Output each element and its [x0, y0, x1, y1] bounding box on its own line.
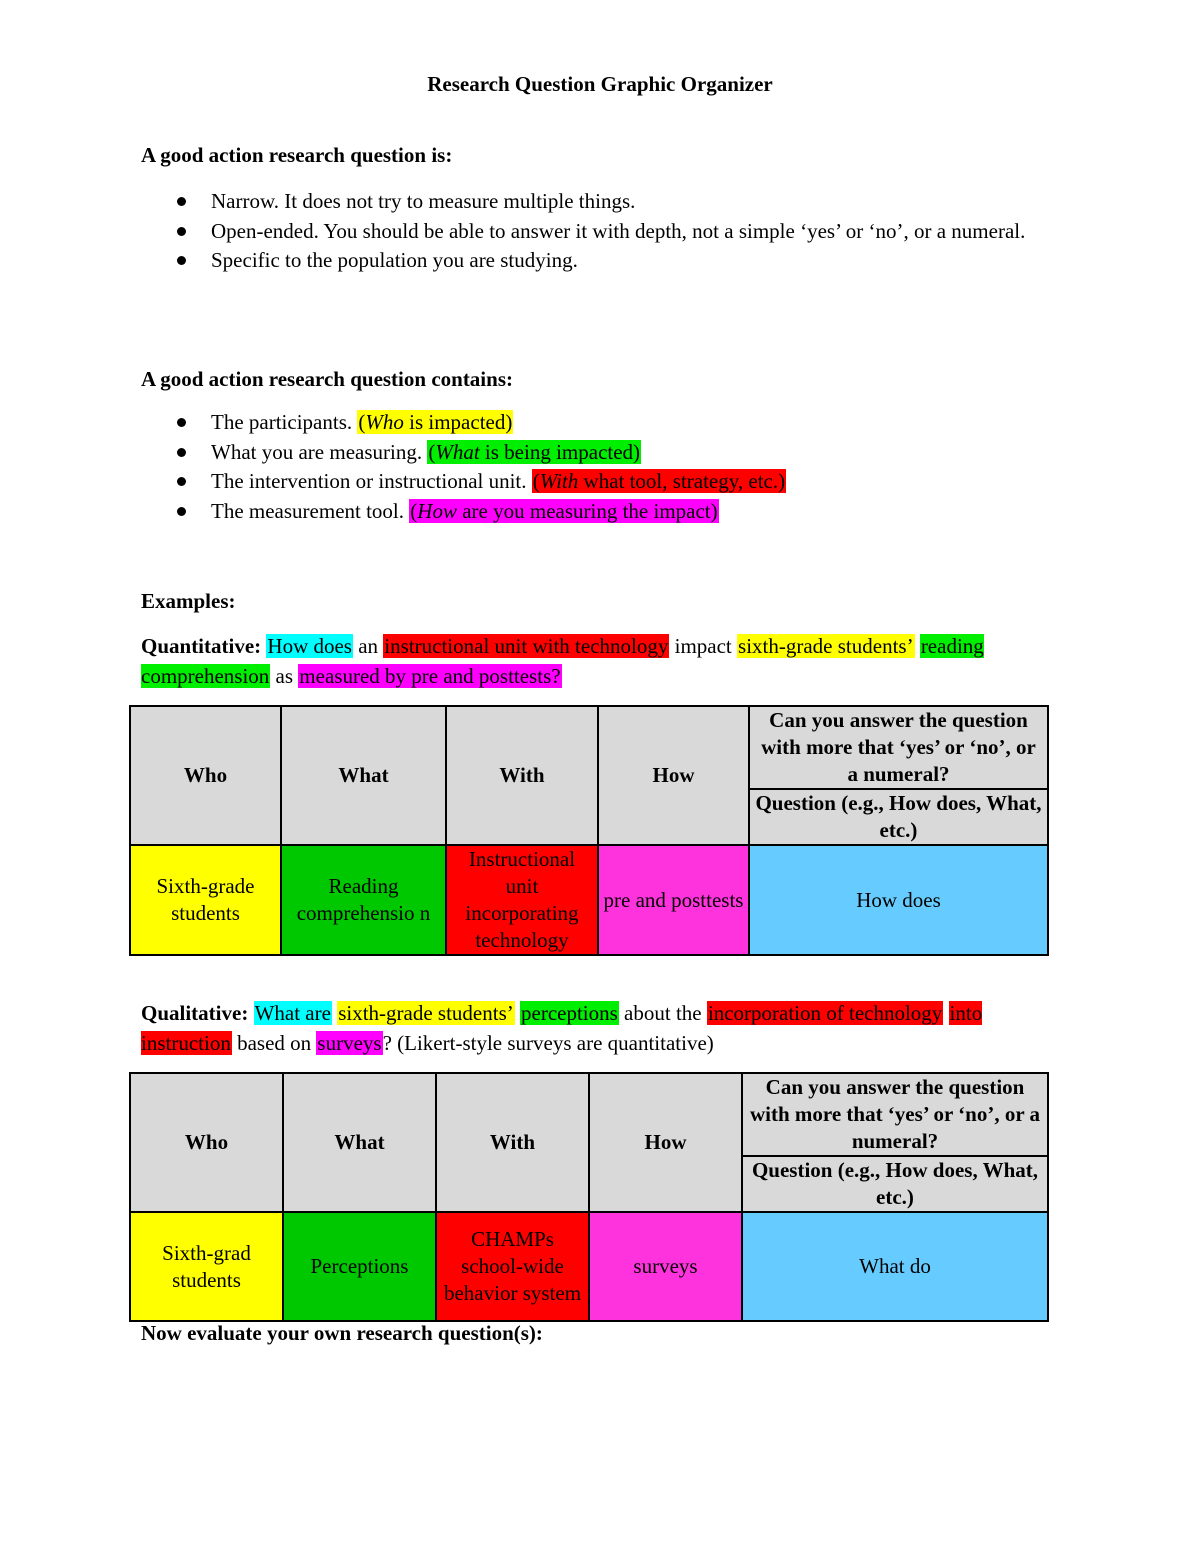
- evaluate-heading: Now evaluate your own research question(s):: [141, 1321, 543, 1345]
- with-highlight: (With what tool, strategy, etc.): [532, 469, 786, 493]
- header-can-answer: Can you answer the question with more that ‘yes’ or ‘no’, or a numeral?: [742, 1073, 1048, 1156]
- quantitative-table: [129, 705, 1049, 956]
- cell-how: surveys: [589, 1212, 742, 1321]
- header-who: Who: [130, 1073, 283, 1212]
- good-question-list: [141, 187, 1061, 276]
- header-with: With: [436, 1073, 589, 1212]
- cell-what: Reading comprehensio n: [281, 845, 446, 955]
- page-title: Research Question Graphic Organizer: [427, 72, 773, 96]
- contains-heading: A good action research question contains:: [141, 367, 513, 391]
- cell-how: pre and posttests: [598, 845, 749, 955]
- good-question-heading: A good action research question is:: [141, 143, 453, 167]
- cell-question: How does: [749, 845, 1048, 955]
- qualitative-table: [129, 1072, 1049, 1322]
- list-item: Narrow. It does not try to measure multiple things.: [141, 187, 1061, 217]
- who-highlight: (Who is impacted): [358, 410, 513, 434]
- list-item: Open-ended. You should be able to answer it with depth, not a simple ‘yes’ or ‘no’, or a numeral.: [141, 217, 1061, 247]
- list-item: What you are measuring. (What is being impacted): [141, 438, 1061, 468]
- header-question: Question (e.g., How does, What, etc.): [749, 789, 1048, 845]
- header-how: How: [598, 706, 749, 845]
- list-item: The participants. (Who is impacted): [141, 408, 1061, 438]
- quantitative-example: Quantitative: How does an instructional unit with technology impact sixth-grade students’ reading comprehension as measured by pre and posttests?: [141, 634, 984, 688]
- header-question: Question (e.g., How does, What, etc.): [742, 1156, 1048, 1212]
- list-item: The measurement tool. (How are you measuring the impact): [141, 497, 1061, 527]
- cell-with: Instructional unit incorporating technology: [446, 845, 598, 955]
- header-what: What: [283, 1073, 436, 1212]
- header-what: What: [281, 706, 446, 845]
- header-can-answer: Can you answer the question with more that ‘yes’ or ‘no’, or a numeral?: [749, 706, 1048, 789]
- examples-heading: Examples:: [141, 589, 236, 613]
- what-highlight: (What is being impacted): [428, 439, 641, 464]
- how-highlight: (How are you measuring the impact): [410, 498, 718, 523]
- header-with: With: [446, 706, 598, 845]
- cell-question: What do: [742, 1212, 1048, 1321]
- list-item: Specific to the population you are studying.: [141, 246, 1061, 276]
- cell-what: Perceptions: [283, 1212, 436, 1321]
- header-who: Who: [130, 706, 281, 845]
- contains-list: [141, 408, 1061, 526]
- qualitative-example: Qualitative: What are sixth-grade students’ perceptions about the incorporation of technology into instruction based on surveys? (Likert-style surveys are quantitative): [141, 1001, 983, 1055]
- cell-with: CHAMPs school-wide behavior system: [436, 1212, 589, 1321]
- list-item: The intervention or instructional unit. (With what tool, strategy, etc.): [141, 467, 1061, 497]
- cell-who: Sixth-grade students: [130, 845, 281, 955]
- cell-who: Sixth-grad students: [130, 1212, 283, 1321]
- header-how: How: [589, 1073, 742, 1212]
